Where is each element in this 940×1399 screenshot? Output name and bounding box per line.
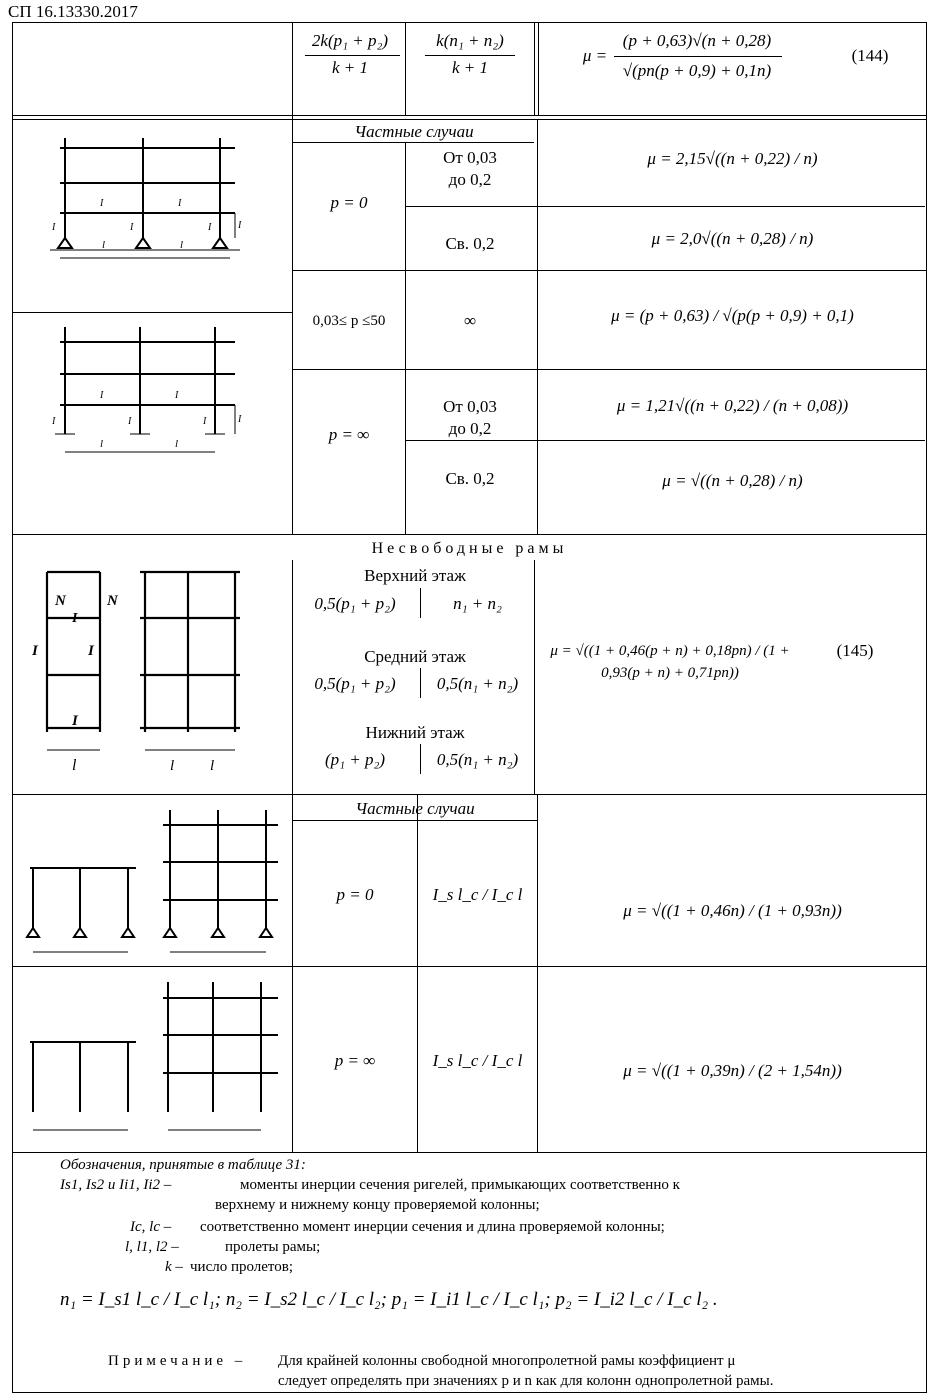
svg-text:I: I bbox=[203, 416, 207, 427]
svg-text:I: I bbox=[130, 222, 134, 233]
svg-text:N: N bbox=[55, 593, 66, 609]
p-zero-label: p = 0 bbox=[330, 193, 368, 212]
braced-special-hinged-diagram bbox=[18, 800, 290, 960]
bottom-floor-label: Нижний этаж bbox=[365, 723, 465, 742]
notes-label-4: k – bbox=[165, 1259, 183, 1275]
col2-denominator: k + 1 bbox=[451, 58, 489, 77]
col1-denominator: k + 1 bbox=[331, 58, 369, 77]
notes-equation: n₁ = I_s1 l_c / I_c l₁; n₂ = I_s2 l_c / I_c l₂; p₁ = I_i1 l_c / I_c l₁; p₂ = I_i2 l_c / I_c l₂ . bbox=[60, 1289, 718, 1310]
formula-p-inf-small: μ = 1,21√((n + 0,22) / (n + 0,08)) bbox=[616, 396, 849, 415]
notes-line-4: число пролетов; bbox=[190, 1259, 294, 1275]
svg-text:l: l bbox=[72, 757, 77, 774]
braced-frames-title: Несвободные рамы bbox=[371, 540, 568, 557]
formula-144-numerator: (p + 0,63)√(n + 0,28) bbox=[622, 31, 772, 50]
remark-title: Примечание – bbox=[108, 1353, 247, 1369]
col1-numerator: 2k(p₁ + p₂) bbox=[311, 31, 389, 50]
formula-p0-large: μ = 2,0√((n + 0,28) / n) bbox=[651, 229, 814, 248]
svg-text:l: l bbox=[100, 438, 104, 450]
top-floor-label: Верхний этаж bbox=[364, 566, 466, 585]
free-frame-hinged-diagram bbox=[40, 128, 250, 263]
p-infinity-label: p = ∞ bbox=[328, 425, 370, 444]
svg-text:I: I bbox=[238, 414, 242, 425]
document-code: СП 16.13330.2017 bbox=[8, 2, 138, 21]
bottom-floor-p: (p₁ + p₂) bbox=[324, 750, 386, 769]
middle-floor-n: 0,5(n₁ + n₂) bbox=[436, 674, 519, 693]
svg-text:I: I bbox=[72, 611, 78, 626]
remark-line-1: Для крайней колонны свободной многопролетной рамы коэффициент μ bbox=[278, 1353, 736, 1369]
svg-text:l: l bbox=[102, 239, 106, 251]
equation-number-145: (145) bbox=[836, 641, 874, 660]
svg-text:I: I bbox=[178, 198, 182, 209]
range-from-2: От 0,03 bbox=[443, 397, 497, 416]
svg-text:I: I bbox=[175, 390, 179, 401]
formula-p-range: μ = (p + 0,63) / √(p(p + 0,9) + 0,1) bbox=[611, 306, 854, 325]
svg-text:I: I bbox=[52, 416, 56, 427]
braced-special-fixed-diagram bbox=[18, 970, 290, 1140]
svg-text:I: I bbox=[238, 220, 242, 231]
middle-floor-label: Средний этаж bbox=[364, 647, 466, 666]
formula-144-denominator: √(pn(p + 0,9) + 0,1n) bbox=[622, 61, 772, 80]
braced-p-zero-label: p = 0 bbox=[336, 885, 374, 904]
infinity-label: ∞ bbox=[463, 311, 477, 330]
formula-p-inf-large: μ = √((n + 0,28) / n) bbox=[662, 471, 803, 490]
notes-label-3: l, l1, l2 – bbox=[125, 1239, 179, 1255]
svg-text:N: N bbox=[107, 593, 118, 609]
notes-section bbox=[60, 1155, 920, 1389]
equation-number-144: (144) bbox=[851, 46, 889, 65]
range-to-2: до 0,2 bbox=[448, 419, 492, 438]
mu-symbol: μ = bbox=[582, 46, 608, 65]
range-over-2: Св. 0,2 bbox=[445, 469, 495, 488]
notes-line-1: моменты инерции сечения ригелей, примыкающих соответственно к bbox=[240, 1177, 680, 1193]
special-cases-label-2: Частные случаи bbox=[355, 799, 475, 818]
svg-text:I: I bbox=[208, 222, 212, 233]
svg-text:l: l bbox=[180, 239, 184, 251]
svg-text:l: l bbox=[175, 438, 179, 450]
notes-line-2: соответственно момент инерции сечения и длина проверяемой колонны; bbox=[200, 1219, 665, 1235]
braced-frame-diagram bbox=[20, 560, 290, 780]
notes-label-1: Is1, Is2 и Ii1, Ii2 – bbox=[60, 1177, 172, 1193]
braced-ratio-zero: I_s l_c / I_c l bbox=[432, 885, 523, 904]
braced-p-infinity-label: p = ∞ bbox=[334, 1051, 376, 1070]
notes-label-2: Ic, lc – bbox=[130, 1219, 172, 1235]
svg-text:l: l bbox=[170, 758, 175, 774]
formula-p0-small: μ = 2,15√((n + 0,22) / n) bbox=[647, 149, 818, 168]
col2-numerator: k(n₁ + n₂) bbox=[436, 31, 504, 50]
range-to: до 0,2 bbox=[448, 170, 492, 189]
svg-text:I: I bbox=[72, 713, 78, 729]
range-from: От 0,03 bbox=[443, 148, 497, 167]
svg-text:I: I bbox=[32, 643, 38, 659]
braced-formula-p-zero: μ = √((1 + 0,46n) / (1 + 0,93n)) bbox=[623, 901, 842, 920]
svg-text:I: I bbox=[128, 416, 132, 427]
special-cases-label: Частные случаи bbox=[354, 122, 474, 141]
braced-ratio-infinity: I_s l_c / I_c l bbox=[432, 1051, 523, 1070]
formula-145: μ = √((1 + 0,46(p + n) + 0,18pn) / (1 + 0,93(p + n) + 0,71pn)) bbox=[550, 643, 790, 681]
notes-heading: Обозначения, принятые в таблице 31: bbox=[60, 1157, 306, 1173]
svg-text:l: l bbox=[210, 758, 215, 774]
remark-line-2: следует определять при значениях p и n как для колонн однопролетной рамы. bbox=[278, 1373, 774, 1389]
bottom-floor-n: 0,5(n₁ + n₂) bbox=[436, 750, 519, 769]
middle-floor-p: 0,5(p₁ + p₂) bbox=[314, 674, 396, 693]
svg-text:I: I bbox=[100, 390, 104, 401]
p-range-label: 0,03≤ p ≤50 bbox=[312, 313, 386, 329]
range-over: Св. 0,2 bbox=[445, 234, 495, 253]
svg-text:I: I bbox=[52, 222, 56, 233]
top-floor-p: 0,5(p₁ + p₂) bbox=[314, 594, 396, 613]
free-frame-fixed-diagram bbox=[40, 322, 250, 457]
braced-formula-p-infinity: μ = √((1 + 0,39n) / (2 + 1,54n)) bbox=[623, 1061, 842, 1080]
notes-line-3: пролеты рамы; bbox=[225, 1239, 321, 1255]
svg-text:I: I bbox=[88, 643, 94, 659]
top-floor-n: n₁ + n₂ bbox=[453, 594, 502, 613]
notes-line-1b: верхнему и нижнему концу проверяемой колонны; bbox=[215, 1197, 540, 1213]
svg-text:I: I bbox=[100, 198, 104, 209]
